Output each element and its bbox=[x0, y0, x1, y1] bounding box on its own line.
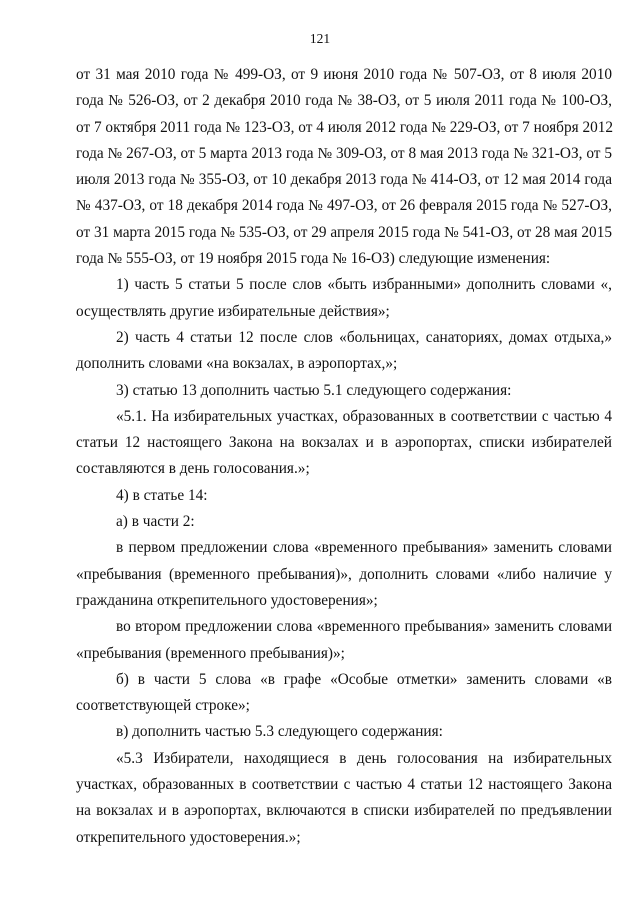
text-line: соответствующей строке»; bbox=[76, 697, 250, 715]
text-line: в) дополнить частью 5.3 следующего содержания: bbox=[116, 723, 443, 741]
text-line: «5.3 Избиратели, находящиеся в день голосования на избирательных bbox=[116, 749, 612, 767]
text-line: от 31 мая 2010 года № 499-ОЗ, от 9 июня 2010 года № 507-ОЗ, от 8 июля 2010 bbox=[76, 66, 612, 83]
text-line: июля 2013 года № 355-ОЗ, от 10 декабря 2013 года № 414-ОЗ, от 12 мая 2014 года bbox=[76, 171, 612, 189]
text-line: № 437-ОЗ, от 18 декабря 2014 года № 497-ОЗ, от 26 февраля 2015 года № 527-ОЗ, bbox=[76, 197, 612, 215]
text-line: во втором предложении слова «временного пребывания» заменить словами bbox=[116, 618, 612, 636]
text-line: 4) в статье 14: bbox=[116, 486, 208, 504]
text-line: «5.1. На избирательных участках, образованных в соответствии с частью 4 bbox=[116, 407, 612, 425]
text-line: года № 267-ОЗ, от 5 марта 2013 года № 309-ОЗ, от 8 мая 2013 года № 321-ОЗ, от 5 bbox=[76, 144, 612, 162]
text-line: а) в части 2: bbox=[116, 513, 195, 531]
text-line: гражданина открепительного удостоверения»; bbox=[76, 591, 378, 609]
text-line: на вокзалах и в аэропортах, включаются в списки избирателей по предъявлении bbox=[76, 802, 612, 820]
text-line: открепительного удостоверения.»; bbox=[76, 828, 301, 846]
text-line: б) в части 5 слова «в графе «Особые отметки» заменить словами «в bbox=[116, 670, 612, 688]
text-line: участках, образованных в соответствии с частью 4 статьи 12 настоящего Закона bbox=[76, 776, 612, 794]
text-line: составляются в день голосования.»; bbox=[76, 460, 310, 478]
document-body bbox=[76, 62, 612, 851]
text-line: статьи 12 настоящего Закона на вокзалах и в аэропортах, списки избирателей bbox=[76, 434, 612, 452]
text-line: года № 526-ОЗ, от 2 декабря 2010 года № 38-ОЗ, от 5 июля 2011 года № 100-ОЗ, bbox=[76, 92, 612, 110]
text-line: дополнить словами «на вокзалах, в аэропортах,»; bbox=[76, 355, 398, 373]
text-line: 2) часть 4 статьи 12 после слов «больницах, санаториях, домах отдыха,» bbox=[116, 328, 612, 346]
text-line: «пребывания (временного пребывания)»; bbox=[76, 644, 345, 662]
text-line: 3) статью 13 дополнить частью 5.1 следующего содержания: bbox=[116, 381, 512, 399]
text-line: от 7 октября 2011 года № 123-ОЗ, от 4 июля 2012 года № 229-ОЗ, от 7 ноября 2012 bbox=[76, 118, 614, 136]
text-line: 1) часть 5 статьи 5 после слов «быть избранными» дополнить словами «, bbox=[116, 276, 612, 294]
text-line: года № 555-ОЗ, от 19 ноября 2015 года № 16-ОЗ) следующие изменения: bbox=[76, 250, 551, 268]
text-line: от 31 марта 2015 года № 535-ОЗ, от 29 апреля 2015 года № 541-ОЗ, от 28 мая 2015 bbox=[76, 223, 612, 241]
page-number: 121 bbox=[309, 31, 331, 46]
text-line: «пребывания (временного пребывания)», дополнить словами «либо наличие у bbox=[76, 565, 612, 583]
text-line: осуществлять другие избирательные действия»; bbox=[76, 302, 390, 320]
text-line: в первом предложении слова «временного пребывания» заменить словами bbox=[116, 539, 612, 557]
